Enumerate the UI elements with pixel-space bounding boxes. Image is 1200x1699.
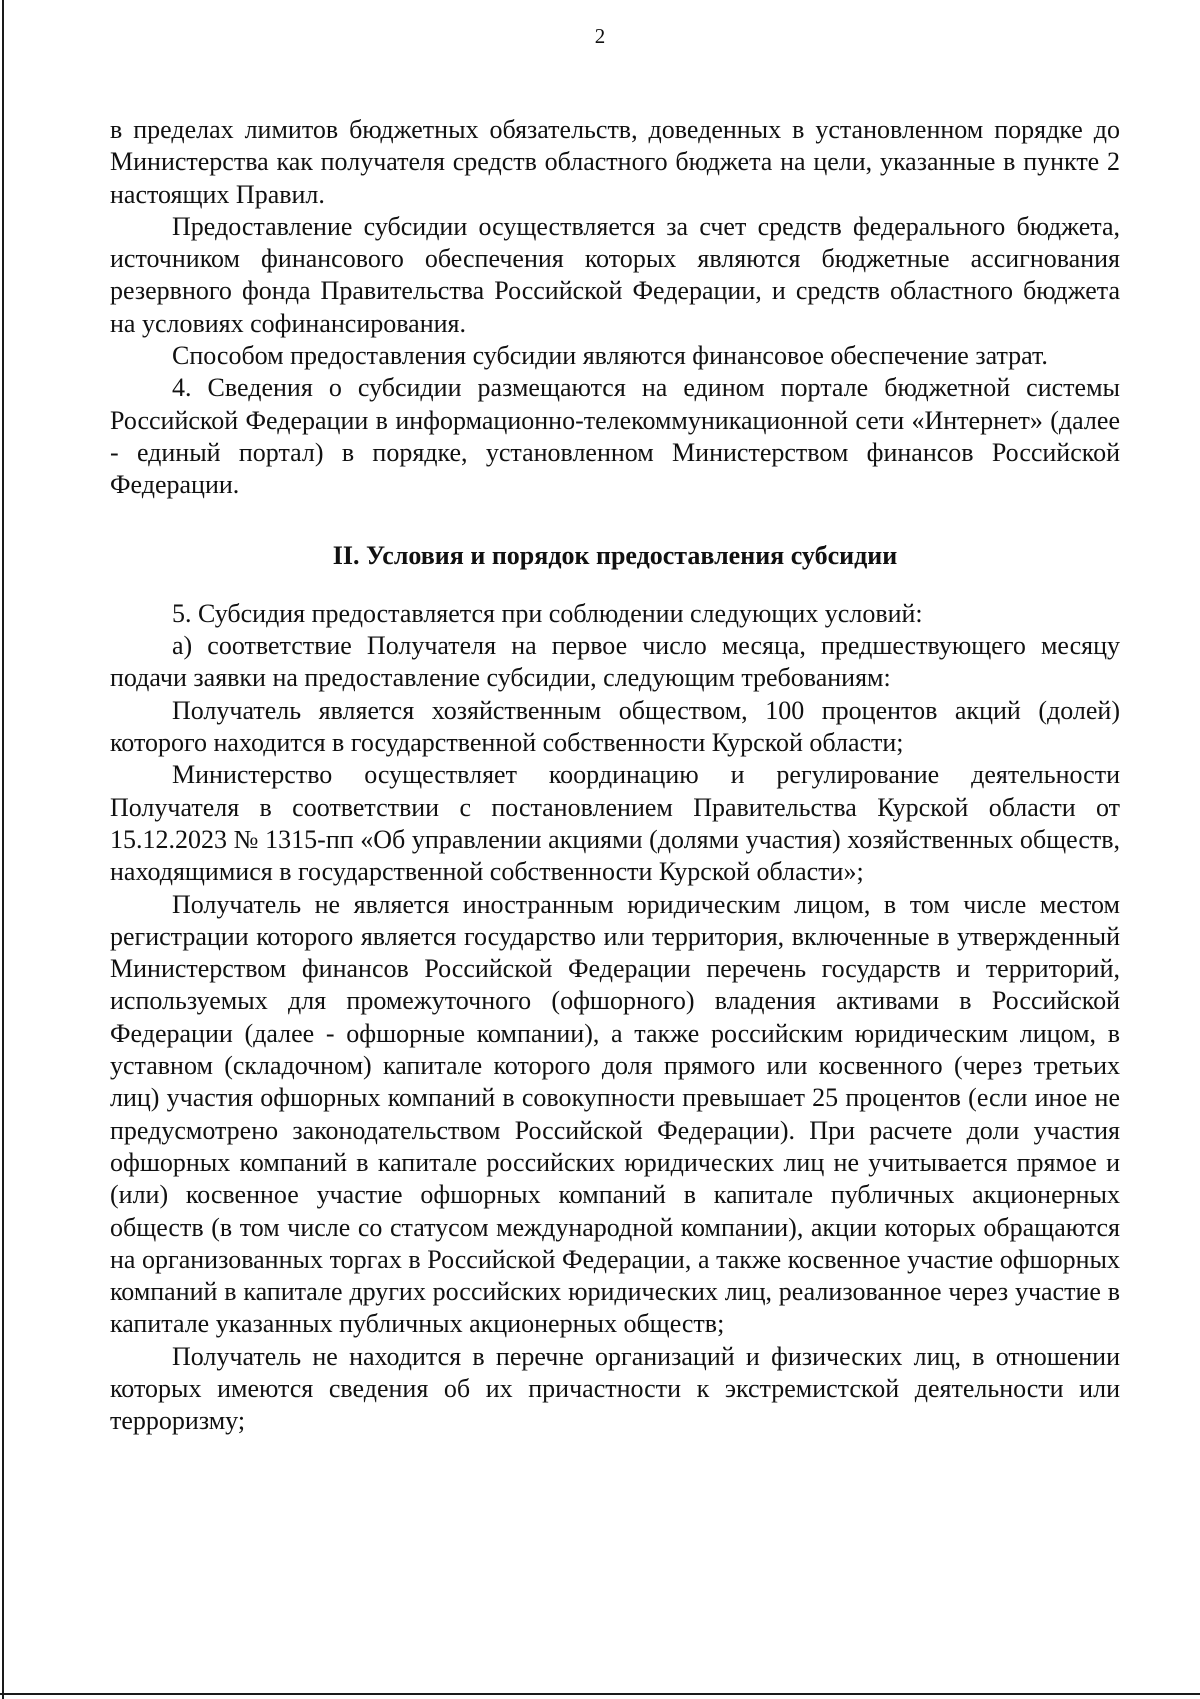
paragraph-requirement-offshore: Получатель не является иностранным юридическим лицом, в том числе местом регистрации которого является государство или территория, включенные в утвержденный Министерством финансов Российской Федерации перечень государств и территорий, используемых для промежуточного (офшорного) владения активами в Российской Федерации (далее - офшорные компании), а также российским юридическим лицом, в уставном (складочном) капитале которого доля прямого или косвенного (через третьих лиц) участия офшорных компаний в совокупности превышает 25 процентов (если иное не предусмотрено законодательством Российской Федерации). При расчете доли участия офшорных компаний в капитале российских юридических лиц не учитывается прямое и (или) косвенное участие офшорных компаний в капитале публичных акционерных обществ (в том числе со статусом международной компании), акции которых обращаются на организованных торгах в Российской Федерации, а также косвенное участие офшорных компаний в капитале других российских юридических лиц, реализованное через участие в капитале указанных публичных акционерных обществ; xyxy=(110,889,1120,1339)
page-number: 2 xyxy=(594,24,606,48)
paragraph-item-5a: а) соответствие Получателя на первое число месяца, предшествующего месяцу подачи заявки на предоставление субсидии, следующим требованиям: xyxy=(110,631,1120,693)
paragraph-requirement-extremism: Получатель не находится в перечне организаций и физических лиц, в отношении которых имеются сведения об их причастности к экстремистской деятельности или терроризму; xyxy=(110,1341,1120,1436)
scan-border-left xyxy=(2,0,4,1699)
scan-border-bottom xyxy=(0,1693,1200,1695)
paragraph-funding-method: Способом предоставления субсидии являются финансовое обеспечение затрат. xyxy=(172,341,1048,371)
section-heading: II. Условия и порядок предоставления субсидии xyxy=(332,540,898,570)
document-body xyxy=(110,114,1120,1438)
paragraph-requirement-ownership: Получатель является хозяйственным обществом, 100 процентов акций (долей) которого находится в государственной собственности Курской области; xyxy=(110,695,1120,758)
paragraph-requirement-coordination: Министерство осуществляет координацию и регулирование деятельности Получателя в соответствии с постановлением Правительства Курской области от 15.12.2023 № 1315-пп «Об управлении акциями (долями участия) хозяйственных обществ, находящимися в государственной собственности Курской области»; xyxy=(110,760,1120,887)
paragraph-funding-source: Предоставление субсидии осуществляется за счет средств федерального бюджета, источником финансового обеспечения которых являются бюджетные ассигнования резервного фонда Правительства Российской Федерации, и средств областного бюджета на условиях софинансирования. xyxy=(110,211,1120,338)
paragraph-budget-limits: в пределах лимитов бюджетных обязательств, доведенных в установленном порядке до Министерства как получателя средств областного бюджета на цели, указанные в пункте 2 настоящих Правил. xyxy=(110,115,1120,209)
paragraph-item-5: 5. Субсидия предоставляется при соблюдении следующих условий: xyxy=(172,598,923,628)
paragraph-item-4: 4. Сведения о субсидии размещаются на едином портале бюджетной системы Российской Федерации в информационно-телекоммуникационной сети «Интернет» (далее - единый портал) в порядке, установленном Министерством финансов Российской Федерации. xyxy=(110,373,1120,500)
